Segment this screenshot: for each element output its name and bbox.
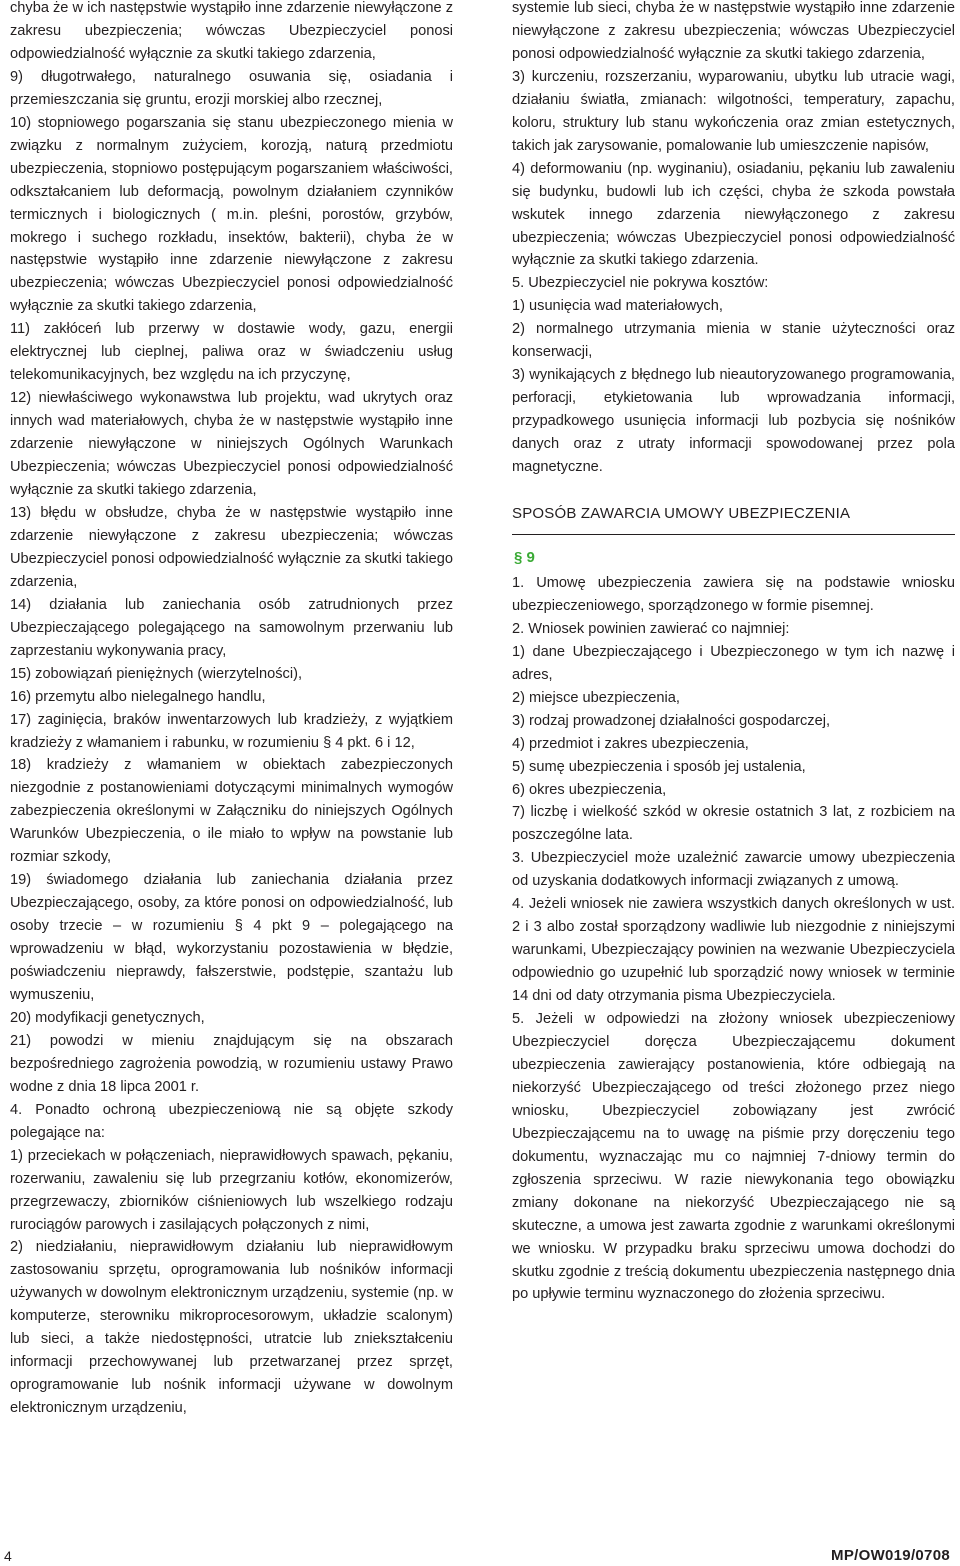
page-number: 4 [4, 1548, 12, 1564]
text-paragraph: 18) kradzieży z włamaniem w obiektach zabezpieczonych niezgodnie z postanowieniami dotyczącymi minimalnych wymogów zabezpieczenia określonymi w Załączniku do niniejszych Ogólnych Warunków Ubezpieczenia, o ile miało to wpływ na powstanie lub rozmiar szkody, [10, 757, 453, 866]
text-paragraph: 10) stopniowego pogarszania się stanu ubezpieczonego mienia w związku z normalnym zużyciem, korozją, naturą przedmiotu ubezpieczenia, stopniowo postępującym pogarszaniem właściwości, odkształcaniem lub deformacją, powolnym działaniem czynników termicznych i biologicznych ( m.in. pleśni, porostów, grzybów, mokrego i suchego rozkładu, insektów, bakterii), chyba że w następstwie wystąpiło inne zdarzenie niewyłączone z zakresu ubezpieczenia; wówczas Ubezpieczyciel ponosi odpowiedzialność wyłącznie za skutki takiego zdarzenia, [10, 114, 453, 315]
text-paragraph: 2) normalnego utrzymania mienia w stanie użyteczności oraz konserwacji, [512, 321, 955, 361]
right-column [512, 0, 955, 1306]
document-code: MP/OW019/0708 [831, 1547, 950, 1564]
text-paragraph: 7) liczbę i wielkość szkód w okresie ostatnich 3 lat, z rozbiciem na poszczególne lata. [512, 804, 955, 844]
text-paragraph: 11) zakłóceń lub przerwy w dostawie wody, gazu, energii elektrycznej lub cieplnej, paliwa oraz w świadczeniu usług telekomunikacyjnych, bez względu na ich przyczynę, [10, 321, 453, 384]
text-paragraph: 20) modyfikacji genetycznych, [10, 1009, 205, 1026]
text-paragraph: 3. Ubezpieczyciel może uzależnić zawarcie umowy ubezpieczenia od uzyskania dodatkowych informacji związanych z umową. [512, 850, 955, 890]
text-paragraph: systemie lub sieci, chyba że w następstwie wystąpiło inne zdarzenie niewyłączone z zakresu ubezpieczenia; wówczas Ubezpieczyciel ponosi odpowiedzialność wyłącznie za skutki takiego zdarzenia, [512, 0, 955, 62]
text-paragraph: 1) dane Ubezpieczającego i Ubezpieczonego w tym ich nazwę i adres, [512, 643, 955, 683]
text-paragraph: 6) okres ubezpieczenia, [512, 781, 667, 798]
text-paragraph: 12) niewłaściwego wykonawstwa lub projektu, wad ukrytych oraz innych wad materiałowych, chyba że w następstwie wystąpiło inne zdarzenie niewyłączone w niniejszych Ogólnych Warunkach Ubezpieczenia; wówczas Ubezpieczyciel ponosi odpowiedzialność wyłącznie za skutki takiego zdarzenia, [10, 390, 453, 499]
text-paragraph: 2. Wniosek powinien zawierać co najmniej: [512, 620, 790, 637]
text-paragraph: 17) zaginięcia, braków inwentarzowych lub kradzieży, z wyjątkiem kradzieży z włamaniem i rabunku, w rozumieniu § 4 pkt. 6 i 12, [10, 711, 453, 751]
section-divider [512, 534, 955, 535]
text-paragraph: 21) powodzi w mieniu znajdującym się na obszarach bezpośredniego zagrożenia powodzią, w rozumieniu ustawy Prawo wodne z dnia 18 lipca 2001 r. [10, 1032, 453, 1095]
text-paragraph: 4. Ponadto ochroną ubezpieczeniową nie są objęte szkody polegające na: [10, 1101, 453, 1141]
section-heading: SPOSÓB ZAWARCIA UMOWY UBEZPIECZENIA [512, 505, 851, 523]
text-paragraph: 4. Jeżeli wniosek nie zawiera wszystkich danych określonych w ust. 2 i 3 albo został sporządzony wadliwie lub niezgodnie z niniejszymi warunkami, Ubezpieczający powinien na wezwanie Ubezpieczyciela odpowiednio go uzupełnić lub sporządzić nowy wniosek w terminie 14 dni od daty otrzymania pisma Ubezpieczyciela. [512, 896, 955, 1005]
text-paragraph: 4) deformowaniu (np. wyginaniu), osiadaniu, pękaniu lub zawaleniu się budynku, budowli lub ich części, chyba że szkoda powstała wskutek innego zdarzenia niewyłączonego z zakresu ubezpieczenia; wówczas Ubezpieczyciel ponosi odpowiedzialność wyłącznie za skutki takiego zdarzenia. [512, 160, 955, 269]
text-paragraph: 3) kurczeniu, rozszerzaniu, wyparowaniu, ubytku lub utracie wagi, działaniu światła, zmianach: wilgotności, temperatury, zapachu, koloru, struktury lub stanu wykończenia oraz zmian estetycznych, takich jak zarysowanie, pomalowanie lub umieszczenie napisów, [512, 68, 955, 154]
left-column [10, 0, 453, 1420]
text-paragraph: 2) niedziałaniu, nieprawidłowym działaniu lub nieprawidłowym zastosowaniu sprzętu, oprogramowania lub nośników informacji używanych w dowolnym elektronicznym urządzeniu, systemie (np. w komputerze, sterowniku mikroprocesorowym, układzie scalonym) lub sieci, a także niedostępności, utratcie lub zniekształceniu informacji przechowywanej lub przetwarzanej przez sprzęt, oprogramowanie lub nośnik informacji używane w dowolnym elektronicznym urządzeniu, [10, 1239, 453, 1417]
text-paragraph: 1) usunięcia wad materiałowych, [512, 298, 723, 315]
text-paragraph: 1) przeciekach w połączeniach, nieprawidłowych spawach, pękaniu, rozerwaniu, zawaleniu się lub przegrzaniu kotłów, ekonomizerów, przegrzewaczy, zbiorników ciśnieniowych lub wszelkiego rodzaju rurociągów parowych i zasilających połączonych z nimi, [10, 1147, 453, 1233]
paragraph-sign: § 9 [514, 548, 535, 566]
text-paragraph: 16) przemytu albo nielegalnego handlu, [10, 688, 266, 705]
text-paragraph: 15) zobowiązań pieniężnych (wierzytelności), [10, 665, 303, 682]
text-paragraph: 4) przedmiot i zakres ubezpieczenia, [512, 735, 749, 752]
text-paragraph: 2) miejsce ubezpieczenia, [512, 689, 680, 706]
text-paragraph: 5. Ubezpieczyciel nie pokrywa kosztów: [512, 275, 769, 292]
text-paragraph: 5. Jeżeli w odpowiedzi na złożony wniosek ubezpieczeniowy Ubezpieczyciel doręcza Ubezpieczającemu dokument ubezpieczenia zawierający postanowienia, które odbiegają na niekorzyść Ubezpieczającego od treści złożonego przez niego wniosku, Ubezpieczyciel zobowiązany jest zwrócić Ubezpieczającemu na to uwagę na piśmie przy doręczeniu tego dokumentu, wyznaczając mu co najmniej 7-dniowy termin do zgłoszenia sprzeciwu. W razie niewykonania tego obowiązku zmiany dokonane na niekorzyść Ubezpieczającego nie są skuteczne, a umowa jest zawarta zgodnie z warunkami określonymi we wniosku. W przypadku braku sprzeciwu umowa dochodzi do skutku zgodnie z treścią dokumentu ubezpieczenia następnego dnia po upływie terminu wyznaczonego do złożenia sprzeciwu. [512, 1011, 955, 1303]
text-paragraph: 3) rodzaj prowadzonej działalności gospodarczej, [512, 712, 830, 729]
text-paragraph: 9) długotrwałego, naturalnego osuwania się, osiadania i przemieszczania się gruntu, erozji morskiej albo rzecznej, [10, 68, 453, 108]
text-paragraph: 14) działania lub zaniechania osób zatrudnionych przez Ubezpieczającego polegającego na samowolnym przerwaniu lub zaprzestaniu wykonywania pracy, [10, 596, 453, 659]
text-paragraph: 5) sumę ubezpieczenia i sposób jej ustalenia, [512, 758, 806, 775]
text-paragraph: 1. Umowę ubezpieczenia zawiera się na podstawie wniosku ubezpieczeniowego, sporządzonego w formie pisemnej. [512, 574, 955, 614]
text-paragraph: chyba że w ich następstwie wystąpiło inne zdarzenie niewyłączone z zakresu ubezpieczenia; wówczas Ubezpieczyciel ponosi odpowiedzialność wyłącznie za skutki takiego zdarzenia, [10, 0, 453, 62]
text-paragraph: 3) wynikających z błędnego lub nieautoryzowanego programowania, perforacji, etykietowania lub wprowadzania informacji, przypadkowego usunięcia informacji lub pozbycia się nośników danych oraz z utraty informacji spowodowanej przez pola magnetyczne. [512, 367, 955, 476]
text-paragraph: 19) świadomego działania lub zaniechania działania przez Ubezpieczającego, osoby, za które ponosi on odpowiedzialność, lub osoby trzecie – w rozumieniu § 4 pkt 9 – polegającego na wprowadzeniu w błąd, wykorzystaniu pozostawienia w błędzie, poświadczeniu nieprawdy, fałszerstwie, podstępie, szantażu lub wymuszeniu, [10, 872, 453, 1003]
text-paragraph: 13) błędu w obsłudze, chyba że w następstwie wystąpiło inne zdarzenie niewyłączone z zakresu ubezpieczenia; wówczas Ubezpieczyciel ponosi odpowiedzialność wyłącznie za skutki takiego zdarzenia, [10, 504, 453, 590]
